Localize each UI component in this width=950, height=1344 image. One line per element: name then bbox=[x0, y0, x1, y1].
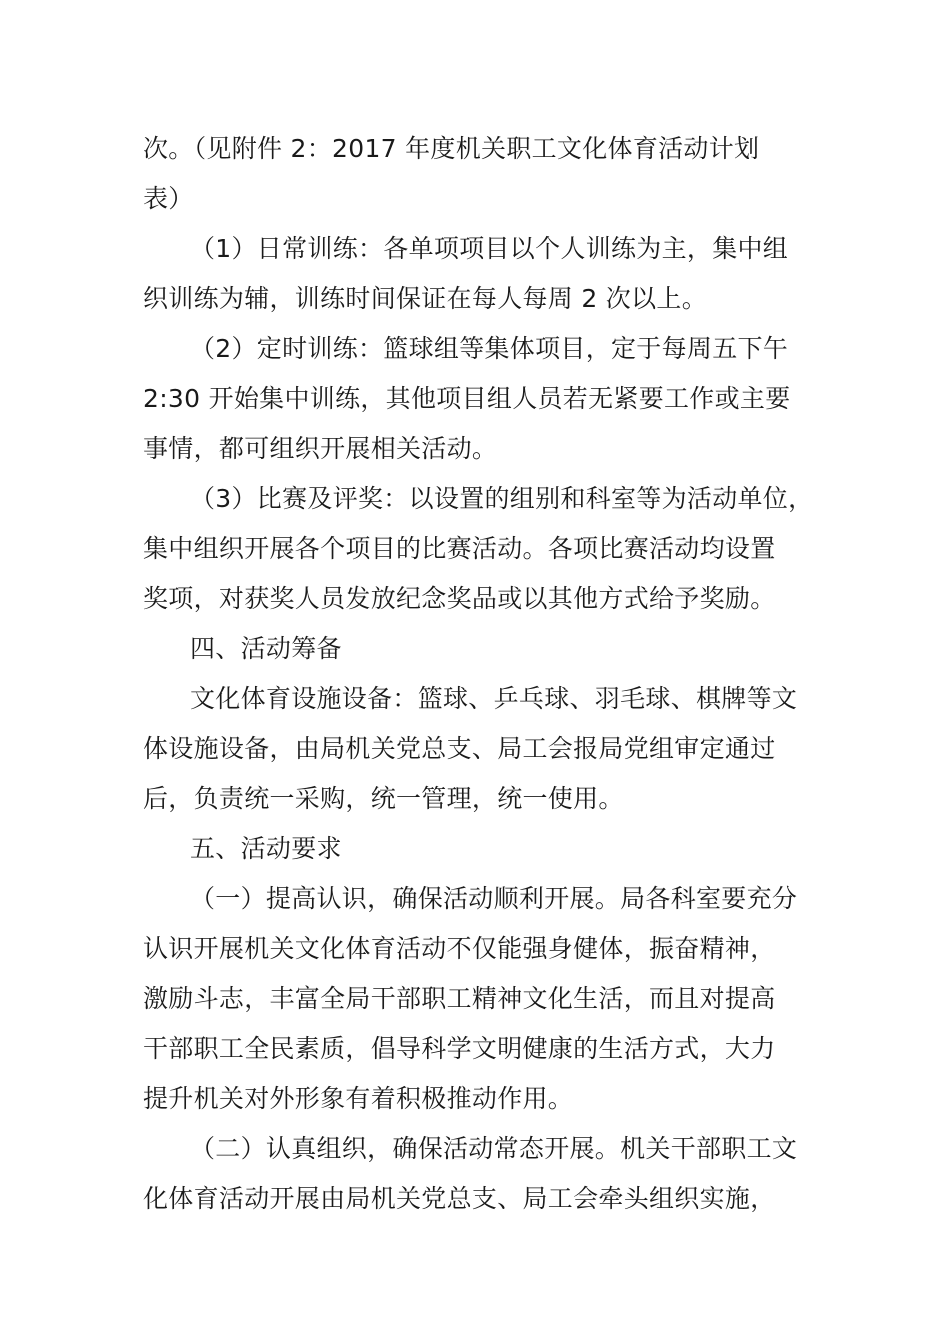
text-line-2: 表） bbox=[143, 184, 194, 213]
text-line-22: 化体育活动开展由局机关党总支、局工会牵头组织实施， bbox=[143, 1184, 776, 1213]
text-line-9: 集中组织开展各个项目的比赛活动。各项比赛活动均设置 bbox=[143, 534, 776, 563]
text-line-13: 体设施设备，由局机关党总支、局工会报局党组审定通过 bbox=[143, 734, 776, 763]
text-line-6: 2:30 开始集中训练，其他项目组人员若无紧要工作或主要 bbox=[143, 384, 791, 413]
section-heading-4: 四、活动筹备 bbox=[190, 634, 342, 663]
text-line-8: （3）比赛及评奖：以设置的组别和科室等为活动单位， bbox=[190, 484, 814, 513]
text-line-19: 干部职工全民素质，倡导科学文明健康的生活方式，大力 bbox=[143, 1034, 776, 1063]
section-heading-5: 五、活动要求 bbox=[190, 834, 342, 863]
text-line-7: 事情，都可组织开展相关活动。 bbox=[143, 434, 498, 463]
text-line-12: 文化体育设施设备：篮球、乒乓球、羽毛球、棋牌等文 bbox=[190, 684, 798, 713]
text-line-14: 后，负责统一采购，统一管理，统一使用。 bbox=[143, 784, 624, 813]
text-line-20: 提升机关对外形象有着积极推动作用。 bbox=[143, 1084, 574, 1113]
text-line-18: 激励斗志，丰富全局干部职工精神文化生活，而且对提高 bbox=[143, 984, 776, 1013]
text-line-21: （二）认真组织，确保活动常态开展。机关干部职工文 bbox=[190, 1134, 798, 1163]
text-line-4: 织训练为辅，训练时间保证在每人每周 2 次以上。 bbox=[143, 284, 708, 313]
text-line-17: 认识开展机关文化体育活动不仅能强身健体，振奋精神， bbox=[143, 934, 776, 963]
text-line-5: （2）定时训练：篮球组等集体项目，定于每周五下午 bbox=[190, 334, 789, 363]
text-line-10: 奖项，对获奖人员发放纪念奖品或以其他方式给予奖励。 bbox=[143, 584, 776, 613]
text-line-16: （一）提高认识，确保活动顺利开展。局各科室要充分 bbox=[190, 884, 798, 913]
text-line-3: （1）日常训练：各单项项目以个人训练为主，集中组 bbox=[190, 234, 789, 263]
text-line-1: 次。（见附件 2：2017 年度机关职工文化体育活动计划 bbox=[143, 134, 760, 163]
